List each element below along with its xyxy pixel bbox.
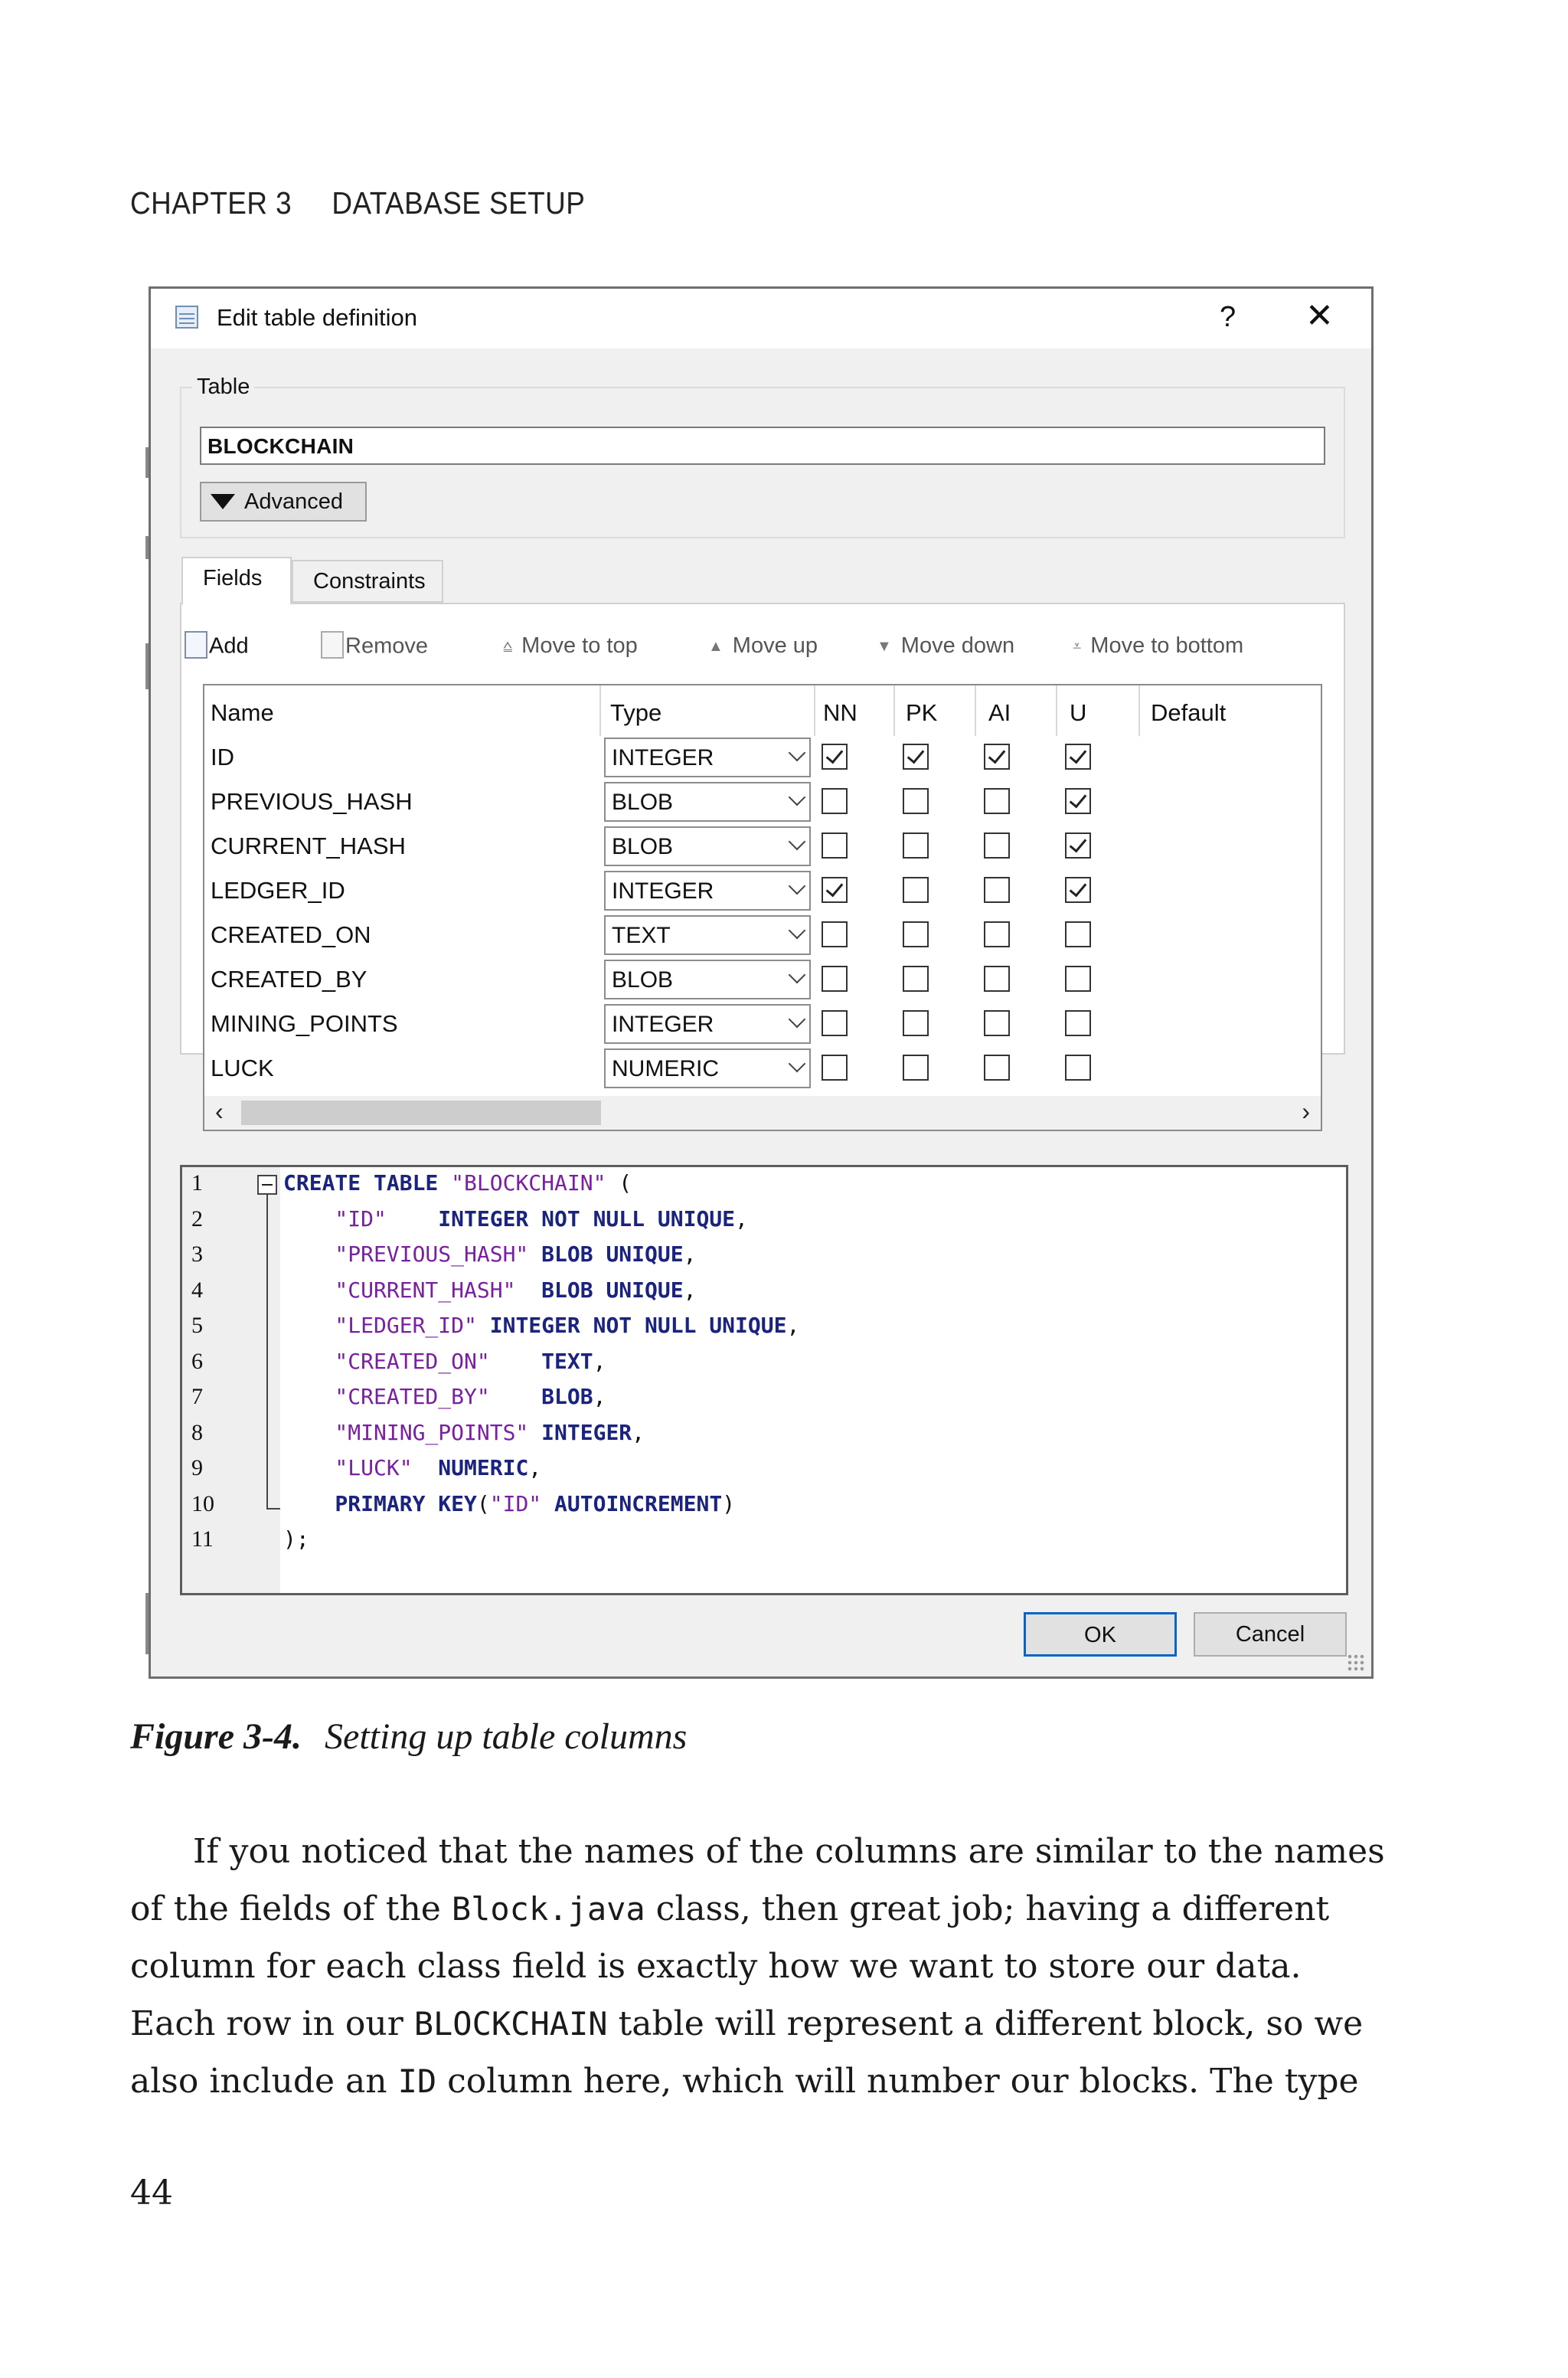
scroll-left-icon[interactable]: ‹	[215, 1097, 224, 1125]
field-type-value: TEXT	[612, 923, 671, 948]
field-type-value: BLOB	[612, 967, 674, 993]
line-number: 2	[191, 1205, 203, 1232]
fields-table	[203, 684, 1322, 1131]
u-checkbox[interactable]	[1065, 788, 1091, 814]
sql-code: "CREATED_BY" BLOB,	[283, 1384, 606, 1409]
scrollbar-thumb[interactable]	[241, 1101, 601, 1125]
chevron-down-icon	[789, 1011, 806, 1029]
field-type-value: BLOB	[612, 790, 674, 815]
field-name[interactable]: LUCK	[211, 1055, 274, 1081]
line-number: 9	[191, 1455, 203, 1480]
fold-toggle-icon[interactable]	[257, 1175, 277, 1195]
section-label: DATABASE SETUP	[332, 185, 586, 221]
field-type-select[interactable]	[604, 738, 811, 777]
field-type-select[interactable]	[604, 1004, 811, 1044]
ai-checkbox[interactable]	[984, 832, 1010, 859]
sql-code: );	[283, 1526, 322, 1552]
tab-constraints[interactable]: Constraints	[292, 560, 443, 603]
inline-code: Block.java	[451, 1890, 645, 1928]
ai-checkbox[interactable]	[984, 877, 1010, 903]
cancel-button[interactable]: Cancel	[1194, 1612, 1347, 1657]
chevron-down-icon	[789, 1055, 806, 1073]
line-number: 3	[191, 1241, 203, 1267]
scroll-right-icon[interactable]: ›	[1302, 1097, 1310, 1125]
arrow-down-icon: ▼	[877, 637, 892, 655]
chevron-down-icon	[789, 744, 806, 762]
arrow-up-icon: ▲	[708, 637, 724, 655]
line-number: 10	[191, 1490, 214, 1516]
line-number: 11	[191, 1526, 214, 1552]
column-header-pk: PK	[906, 699, 938, 726]
advanced-label: Advanced	[244, 489, 343, 514]
sql-code: "PREVIOUS_HASH" BLOB UNIQUE,	[283, 1241, 697, 1267]
line-number: 5	[191, 1313, 203, 1338]
page-number: 44	[130, 2174, 173, 2213]
field-name[interactable]: CURRENT_HASH	[211, 832, 406, 859]
column-header-default: Default	[1151, 699, 1227, 726]
ai-checkbox[interactable]	[984, 788, 1010, 814]
table-name-input[interactable]: BLOCKCHAIN	[200, 427, 1325, 465]
u-checkbox[interactable]	[1065, 744, 1091, 770]
column-header-nn: NN	[823, 699, 858, 726]
help-button[interactable]: ?	[1220, 301, 1236, 333]
ok-button[interactable]: OK	[1024, 1612, 1177, 1657]
sql-code: PRIMARY KEY("ID" AUTOINCREMENT)	[283, 1490, 736, 1516]
u-checkbox[interactable]	[1065, 921, 1091, 947]
chevron-down-icon	[789, 967, 806, 984]
sql-code: "CREATED_ON" TEXT,	[283, 1348, 606, 1374]
advanced-button[interactable]	[200, 482, 367, 522]
sql-code: "LEDGER_ID" INTEGER NOT NULL UNIQUE,	[283, 1313, 800, 1338]
pk-checkbox[interactable]	[903, 1010, 929, 1036]
ai-checkbox[interactable]	[984, 1010, 1010, 1036]
ai-checkbox[interactable]	[984, 966, 1010, 992]
figure-title: Setting up table columns	[325, 1716, 688, 1757]
nn-checkbox[interactable]	[822, 832, 848, 859]
field-type-value: BLOB	[612, 834, 674, 859]
field-name[interactable]: PREVIOUS_HASH	[211, 788, 413, 815]
pk-checkbox[interactable]	[903, 1055, 929, 1081]
column-header-name: Name	[211, 699, 274, 726]
ai-checkbox[interactable]	[984, 744, 1010, 770]
add-field-button[interactable]: Add	[185, 633, 249, 661]
field-name[interactable]: MINING_POINTS	[211, 1010, 398, 1037]
body-line: column for each class field is exactly how we want to store our data.	[130, 1947, 1302, 1986]
move-bottom-icon: ⩡	[1073, 637, 1082, 655]
add-icon	[185, 631, 207, 659]
sql-code: "ID" INTEGER NOT NULL UNIQUE,	[283, 1205, 748, 1232]
sql-code: CREATE TABLE "BLOCKCHAIN" (	[283, 1170, 632, 1196]
u-checkbox[interactable]	[1065, 877, 1091, 903]
line-number: 7	[191, 1384, 203, 1409]
chevron-down-icon	[789, 833, 806, 851]
chevron-down-icon	[789, 922, 806, 940]
move-to-top-button[interactable]: ⩠ Move to top	[503, 633, 638, 658]
pk-checkbox[interactable]	[903, 966, 929, 992]
table-group-label: Table	[192, 375, 254, 400]
move-top-icon: ⩠	[503, 637, 513, 655]
chapter-label: CHAPTER 3	[130, 185, 292, 221]
inline-code: BLOCKCHAIN	[413, 2005, 608, 2043]
u-checkbox[interactable]	[1065, 966, 1091, 992]
figure-caption	[130, 1716, 687, 1758]
close-button[interactable]: ✕	[1305, 297, 1334, 335]
sql-code: "LUCK" NUMERIC,	[283, 1455, 542, 1480]
body-paragraph	[130, 1823, 1385, 2110]
field-name[interactable]: ID	[211, 744, 234, 770]
body-line: also include an ID column here, which will number our blocks. The type	[130, 2062, 1359, 2101]
column-header-ai: AI	[988, 699, 1011, 726]
dialog-title: Edit table definition	[217, 304, 417, 331]
field-type-select[interactable]	[604, 915, 811, 955]
ai-checkbox[interactable]	[984, 1055, 1010, 1081]
nn-checkbox[interactable]	[822, 966, 848, 992]
running-head	[130, 185, 585, 221]
nn-checkbox[interactable]	[822, 1010, 848, 1036]
remove-icon	[321, 631, 344, 659]
triangle-down-icon	[211, 494, 235, 509]
nn-checkbox[interactable]	[822, 788, 848, 814]
field-type-value: INTEGER	[612, 745, 714, 770]
body-line: Each row in our BLOCKCHAIN table will represent a different block, so we	[130, 2004, 1364, 2043]
horizontal-scrollbar[interactable]	[204, 1096, 1321, 1130]
field-name[interactable]: CREATED_ON	[211, 921, 371, 948]
title-bar	[151, 289, 1371, 348]
table-icon	[175, 306, 198, 329]
edit-table-dialog	[149, 286, 1374, 1679]
line-number: 6	[191, 1348, 203, 1374]
chevron-down-icon	[789, 789, 806, 806]
sql-code: "MINING_POINTS" INTEGER,	[283, 1419, 645, 1445]
nn-checkbox[interactable]	[822, 1055, 848, 1081]
field-type-value: NUMERIC	[612, 1056, 719, 1081]
line-number: 1	[191, 1170, 203, 1196]
nn-checkbox[interactable]	[822, 877, 848, 903]
sql-preview[interactable]	[180, 1165, 1348, 1595]
field-type-select[interactable]	[604, 1048, 811, 1088]
remove-field-button[interactable]: Remove	[321, 633, 428, 661]
field-type-select[interactable]	[604, 871, 811, 911]
ai-checkbox[interactable]	[984, 921, 1010, 947]
field-type-value: INTEGER	[612, 1012, 714, 1037]
pk-checkbox[interactable]	[903, 877, 929, 903]
body-line: If you noticed that the names of the columns are similar to the names	[193, 1832, 1385, 1871]
pk-checkbox[interactable]	[903, 921, 929, 947]
resize-grip-icon[interactable]	[1347, 1653, 1365, 1672]
field-type-select[interactable]	[604, 960, 811, 999]
pk-checkbox[interactable]	[903, 832, 929, 859]
field-name[interactable]: CREATED_BY	[211, 966, 368, 993]
inline-code: ID	[397, 2062, 437, 2100]
figure-label: Figure 3-4.	[130, 1716, 302, 1757]
move-to-bottom-button[interactable]: ⩡ Move to bottom	[1073, 633, 1244, 658]
u-checkbox[interactable]	[1065, 1010, 1091, 1036]
column-header-u: U	[1070, 699, 1087, 726]
field-type-value: INTEGER	[612, 878, 714, 904]
sql-code: "CURRENT_HASH" BLOB UNIQUE,	[283, 1277, 697, 1303]
u-checkbox[interactable]	[1065, 832, 1091, 859]
column-header-type: Type	[610, 699, 662, 726]
body-line: of the fields of the Block.java class, then great job; having a different	[130, 1889, 1330, 1928]
pk-checkbox[interactable]	[903, 744, 929, 770]
nn-checkbox[interactable]	[822, 744, 848, 770]
chevron-down-icon	[789, 878, 806, 895]
nn-checkbox[interactable]	[822, 921, 848, 947]
line-number: 4	[191, 1277, 203, 1303]
pk-checkbox[interactable]	[903, 788, 929, 814]
move-up-button[interactable]: ▲ Move up	[708, 633, 818, 658]
line-number: 8	[191, 1419, 203, 1445]
tab-fields[interactable]: Fields	[181, 557, 292, 604]
move-down-button[interactable]: ▼ Move down	[877, 633, 1015, 658]
field-name[interactable]: LEDGER_ID	[211, 877, 345, 904]
field-type-select[interactable]	[604, 782, 811, 822]
u-checkbox[interactable]	[1065, 1055, 1091, 1081]
field-type-select[interactable]	[604, 826, 811, 866]
